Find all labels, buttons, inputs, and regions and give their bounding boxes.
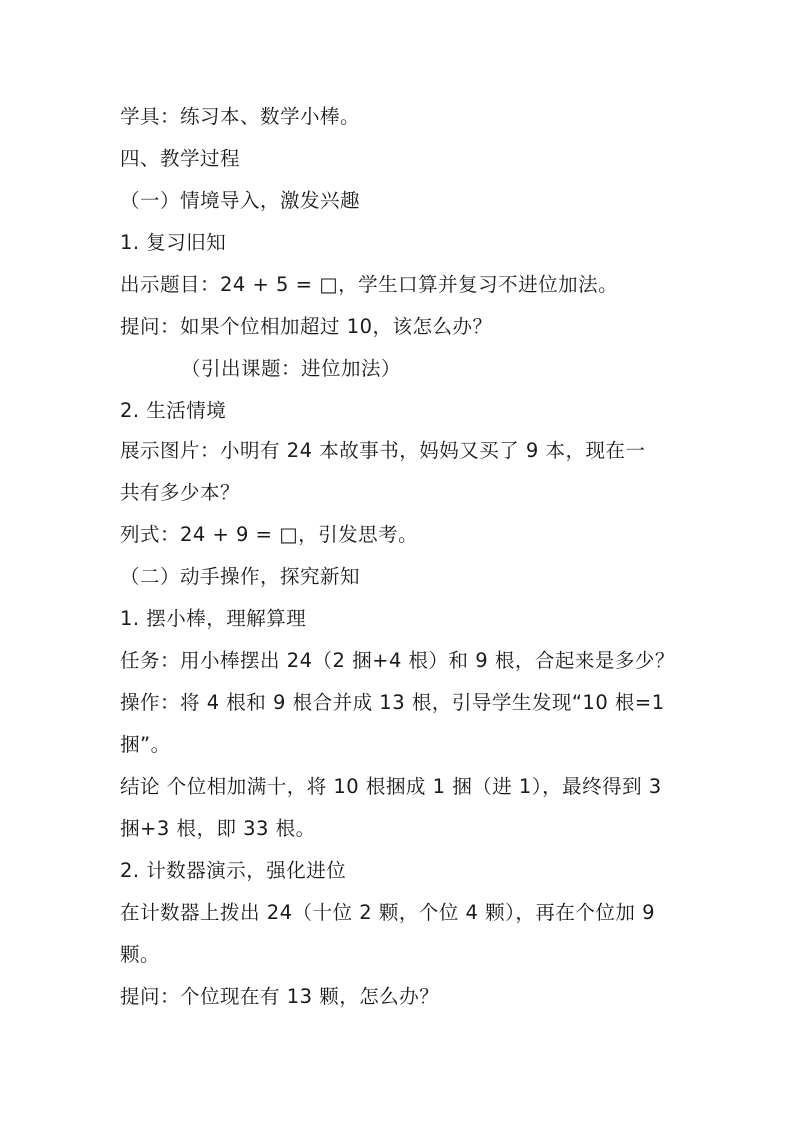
- text-line-show-picture-cont: 共有多少本？: [120, 481, 241, 504]
- section-heading-teaching-process: 四、教学过程: [120, 147, 241, 170]
- text-line-topic: （引出课题：进位加法）: [181, 357, 402, 380]
- text-line-counter-demo-cont: 颗。: [120, 943, 161, 966]
- text-line-task: 任务：用小棒摆出 24（2 捆+4 根）和 9 根，合起来是多少？: [120, 649, 675, 672]
- text-line-show-picture: 展示图片：小明有 24 本故事书，妈妈又买了 9 本，现在一: [120, 439, 646, 462]
- text-line-operation-cont: 捆”。: [120, 733, 171, 756]
- text-line-show-problem: 出示题目：24 + 5 = □，学生口算并复习不进位加法。: [120, 273, 619, 296]
- text-line-conclusion-cont: 捆+3 根，即 33 根。: [120, 817, 316, 840]
- subsection-heading-hands-on: （二）动手操作，探究新知: [120, 565, 361, 588]
- item-heading-counter: 2. 计数器演示，强化进位: [120, 859, 347, 882]
- text-line-conclusion: 结论 个位相加满十，将 10 根捆成 1 捆（进 1），最终得到 3: [120, 775, 662, 798]
- text-line-counter-demo: 在计数器上拨出 24（十位 2 颗，个位 4 颗），再在个位加 9: [120, 901, 655, 924]
- item-heading-life-scenario: 2. 生活情境: [120, 399, 227, 422]
- item-heading-sticks: 1. 摆小棒，理解算理: [120, 607, 307, 630]
- text-line-formula: 列式：24 + 9 = □，引发思考。: [120, 523, 419, 546]
- subsection-heading-intro: （一）情境导入，激发兴趣: [120, 189, 361, 212]
- text-line-materials: 学具：练习本、数学小棒。: [120, 105, 361, 128]
- text-line-operation: 操作：将 4 根和 9 根合并成 13 根，引导学生发现“10 根=1: [120, 691, 665, 714]
- text-line-question: 提问：如果个位相加超过 10，该怎么办？: [120, 315, 493, 338]
- item-heading-review: 1. 复习旧知: [120, 231, 227, 254]
- text-line-question-2: 提问：个位现在有 13 颗，怎么办？: [120, 985, 440, 1008]
